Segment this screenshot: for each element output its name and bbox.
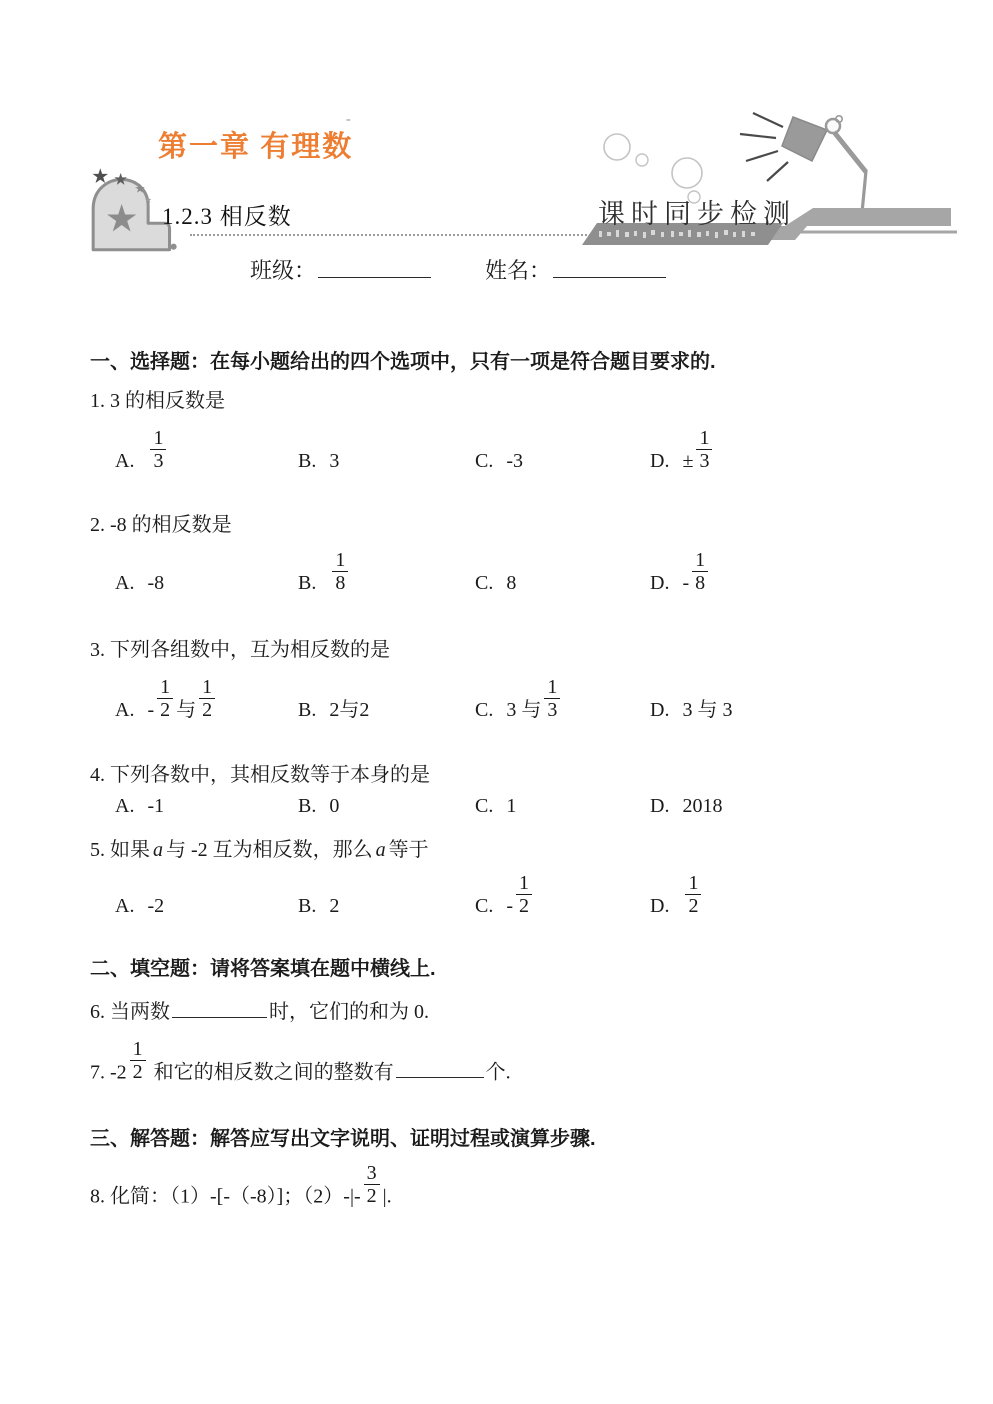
question-4-options: [0, 788, 993, 818]
option-1-a: A. $\frac{1}{3}$: [115, 427, 169, 473]
math-text: -: [147, 699, 155, 721]
lamp-illustration: [555, 105, 993, 260]
option-5-b: B. 2: [298, 895, 340, 917]
fraction: $\frac{1}{2}$: [685, 872, 701, 918]
question-1-stem: 1. 3 的相反数是: [90, 390, 225, 412]
question-3-stem: 3. 下列各组数中，互为相反数的是: [90, 639, 390, 661]
math-text: 与 -2 互为相反数，那么: [166, 839, 373, 861]
math-text: 时，它们的和为 0.: [269, 1001, 429, 1023]
math-text: 与: [176, 699, 197, 721]
question-6: [90, 995, 429, 1024]
option-3-b: B. 2与2: [298, 699, 370, 721]
banner-label: 课时同步检测: [598, 199, 796, 229]
chapter-title: 第一章 有理数: [158, 131, 354, 163]
bubble-icon: [636, 154, 648, 166]
fraction: $\frac{1}{2}$: [516, 872, 532, 918]
option-5-a: A. -2: [115, 895, 165, 917]
math-text: 3 与 3: [682, 699, 733, 721]
math-text: 等于: [388, 839, 429, 861]
fraction: $\frac{1}{3}$: [544, 676, 560, 722]
lesson-title: 1.2.3 相反数: [162, 204, 292, 229]
option-1-b: B. 3: [298, 450, 340, 472]
lamp-arm-icon: [834, 132, 866, 172]
stray-mark: -: [346, 112, 351, 127]
fraction: $\frac{1}{8}$: [332, 549, 348, 595]
option-4-d: D. 2018: [650, 795, 723, 817]
math-text: 个.: [485, 1061, 511, 1083]
class-blank: [318, 256, 431, 278]
math-text: -3: [506, 450, 524, 472]
option-1-d: D. ± $\frac{1}{3}$: [650, 427, 715, 473]
fraction: $\frac{1}{2}$: [130, 1038, 146, 1084]
option-2-b: B. $\frac{1}{8}$: [298, 549, 351, 595]
math-text: 2018: [682, 795, 723, 817]
math-variable: a: [375, 839, 386, 861]
question-5-stem: [90, 833, 429, 862]
option-3-d: D. 3 与 3: [650, 699, 733, 721]
question-1-options: [0, 417, 993, 473]
option-2-d: D. - $\frac{1}{8}$: [650, 549, 711, 595]
option-3-a: A. - $\frac{1}{2}$ 与 $\frac{1}{2}$: [115, 676, 218, 722]
math-text: |.: [382, 1185, 392, 1207]
answer-blank: [172, 998, 267, 1018]
math-text: 3: [329, 450, 340, 472]
option-1-c: C. -3: [475, 450, 524, 472]
math-text: 6. 当两数: [90, 1001, 170, 1023]
class-label: 班级：: [250, 258, 317, 283]
math-text: 2与2: [329, 699, 370, 721]
name-label: 姓名：: [485, 258, 552, 283]
question-3-options: [0, 666, 993, 722]
bubble-icon: [604, 134, 630, 160]
question-8: [90, 1152, 950, 1208]
math-text: 7. -2: [90, 1061, 127, 1083]
math-text: 0: [329, 795, 340, 817]
math-text: ±: [682, 450, 694, 472]
math-variable: a: [153, 839, 163, 861]
math-text: -2: [147, 895, 165, 917]
name-blank: [553, 256, 666, 278]
math-text: 3 与: [506, 699, 542, 721]
star-icon: [93, 168, 108, 183]
lamp-rays-icon: [740, 113, 788, 181]
question-2-stem: 2. -8 的相反数是: [90, 514, 232, 536]
option-4-a: A. -1: [115, 795, 165, 817]
math-text: -: [682, 572, 690, 594]
option-4-b: B. 0: [298, 795, 340, 817]
fraction: $\frac{1}{2}$: [157, 676, 173, 722]
math-text: 5. 如果: [90, 839, 150, 861]
option-4-c: C. 1: [475, 795, 517, 817]
section-one-heading: 一、选择题：在每小题给出的四个选项中，只有一项是符合题目要求的.: [90, 351, 716, 373]
bubble-icon: [672, 158, 702, 188]
fraction: $\frac{1}{3}$: [696, 427, 712, 473]
question-5-options: [0, 862, 993, 918]
option-3-c: C. 3 与 $\frac{1}{3}$: [475, 676, 563, 722]
section-two-heading: 二、填空题：请将答案填在题中横线上.: [90, 958, 436, 980]
fraction: $\frac{1}{2}$: [199, 676, 215, 722]
math-text: -1: [147, 795, 165, 817]
math-text: 8: [506, 572, 517, 594]
form-row: [250, 254, 668, 285]
answer-blank: [396, 1058, 484, 1078]
math-text: 1: [506, 795, 517, 817]
math-text: 和它的相反数之间的整数有: [148, 1061, 394, 1083]
desk-icon: [785, 208, 951, 226]
math-text: -8: [147, 572, 165, 594]
fraction: $\frac{1}{8}$: [692, 549, 708, 595]
question-2-options: [0, 539, 993, 595]
question-7: [90, 1028, 950, 1084]
option-5-d: D. $\frac{1}{2}$: [650, 872, 704, 918]
fraction: $\frac{3}{2}$: [364, 1162, 380, 1208]
math-text: 2: [329, 895, 340, 917]
math-text: -: [506, 895, 514, 917]
lamp-head-icon: [782, 117, 827, 161]
option-2-a: A. -8: [115, 572, 165, 594]
math-text: 8. 化简：（1）-[-（-8）]；（2）-|-: [90, 1185, 361, 1207]
question-4-stem: 4. 下列各数中，其相反数等于本身的是: [90, 764, 430, 786]
option-2-c: C. 8: [475, 572, 517, 594]
option-5-c: C. - $\frac{1}{2}$: [475, 872, 535, 918]
section-three-heading: 三、解答题：解答应写出文字说明、证明过程或演算步骤.: [90, 1128, 596, 1150]
fraction: $\frac{1}{3}$: [150, 427, 166, 473]
